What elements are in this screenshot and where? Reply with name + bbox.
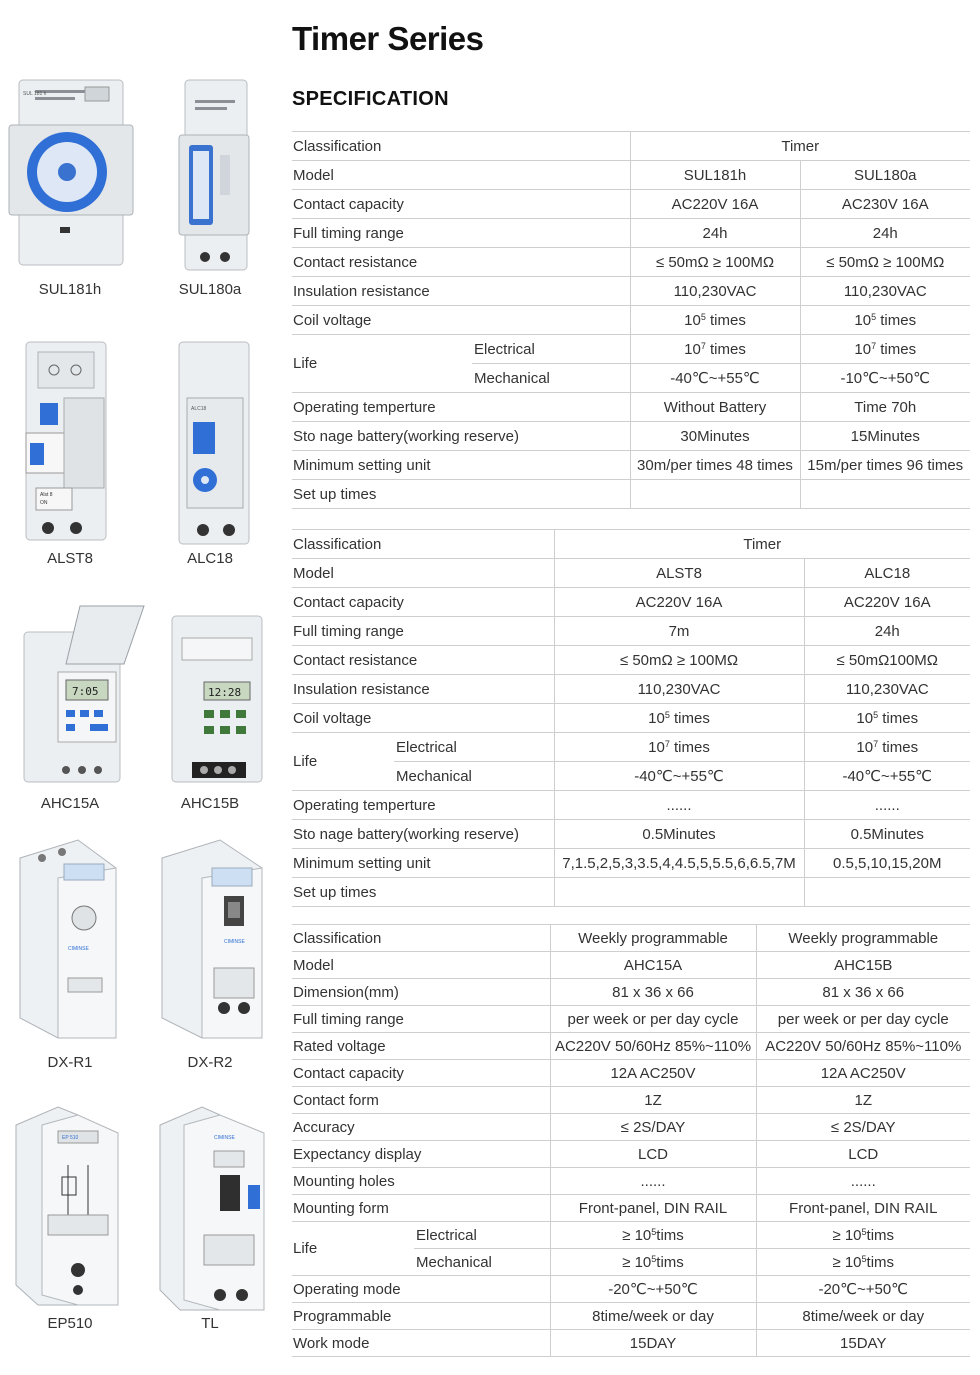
row-label: Sto nage battery(working reserve) [292, 820, 554, 849]
row-label: Mounting holes [292, 1168, 550, 1195]
sul181h-device-image [5, 75, 135, 270]
cell-value: Timer [630, 132, 970, 161]
product-name: SUL180a [178, 281, 242, 298]
cell-value: AC220V 16A [630, 190, 800, 219]
table-row [292, 733, 970, 762]
table-row [292, 451, 970, 480]
alst8-label: Alst 8 [40, 492, 53, 498]
cell-value: ...... [756, 1168, 970, 1195]
cell-value: AC230V 16A [800, 190, 970, 219]
cell-value: ≥ $10^5tims$ [756, 1222, 970, 1249]
cell-value: $10^5$ times [554, 704, 804, 733]
cell-value: LCD [756, 1141, 970, 1168]
alc18-brand: ALC18 [191, 406, 207, 412]
ahc15b-display: 12:28 [208, 686, 242, 699]
cell-value: 7,1.5,2,5,3,3.5,4,4.5,5,5.5,6,6.5,7M [554, 849, 804, 878]
row-label: Contact capacity [292, 588, 554, 617]
row-label: Operating temperture [292, 791, 554, 820]
row-label: Full timing range [292, 1006, 550, 1033]
table-row [292, 1330, 970, 1357]
cell-value: -40℃~+55℃ [554, 762, 804, 791]
table-row [292, 190, 970, 219]
cell-value: ALST8 [554, 559, 804, 588]
table-row [292, 1276, 970, 1303]
table-row [292, 480, 970, 509]
table-row [292, 1060, 970, 1087]
table-row [292, 306, 970, 335]
row-label: Model [292, 952, 550, 979]
product-name: AHC15B [180, 795, 240, 812]
cell-value: 7m [554, 617, 804, 646]
sul180a-device-image [175, 75, 255, 273]
cell-value: SUL181h [630, 161, 800, 190]
cell-value: Without Battery [630, 393, 800, 422]
cell-value: -20℃~+50℃ [550, 1276, 756, 1303]
row-label: Contact resistance [292, 248, 630, 277]
table-row [292, 791, 970, 820]
row-label: Operating mode [292, 1276, 550, 1303]
row-label: Set up times [292, 878, 554, 907]
cell-value: 24h [800, 219, 970, 248]
sub-label: Electrical [414, 1222, 550, 1249]
table-row [292, 422, 970, 451]
table-row [292, 277, 970, 306]
cell-value: ≤ 50mΩ ≥ 100MΩ [554, 646, 804, 675]
cell-value: ≥ $10^5tims$ [550, 1249, 756, 1276]
cell-value: 12A AC250V [550, 1060, 756, 1087]
cell-value: $10^7$ times [800, 335, 970, 364]
table-row [292, 878, 970, 907]
row-label: Classification [292, 530, 554, 559]
cell-value: 30Minutes [630, 422, 800, 451]
cell-value: $10^5$ times [630, 306, 800, 335]
table-row [292, 849, 970, 878]
dx-r2-device-image [154, 838, 269, 1043]
cell-value: 81 x 36 x 66 [550, 979, 756, 1006]
cell-value: 15DAY [550, 1330, 756, 1357]
row-label: Coil voltage [292, 306, 630, 335]
cell-value: AC220V 50/60Hz 85%~110% [550, 1033, 756, 1060]
table-row [292, 588, 970, 617]
cell-value: -20℃~+50℃ [756, 1276, 970, 1303]
row-label: Full timing range [292, 219, 630, 248]
cell-value: 1Z [550, 1087, 756, 1114]
table-row [292, 675, 970, 704]
cell-value: 0.5,5,10,15,20M [804, 849, 970, 878]
row-label: Classification [292, 925, 550, 952]
row-label: Coil voltage [292, 704, 554, 733]
cell-value: 15DAY [756, 1330, 970, 1357]
table-row [292, 704, 970, 733]
row-label: Expectancy display [292, 1141, 550, 1168]
table-row [292, 617, 970, 646]
table-row [292, 335, 970, 364]
product-name: EP510 [47, 1315, 93, 1332]
cell-value: per week or per day cycle [550, 1006, 756, 1033]
ahc15a-display: 7:05 [72, 685, 99, 698]
cell-value: 24h [630, 219, 800, 248]
row-label: Minimum setting unit [292, 451, 630, 480]
cell-value: ≥ $10^5tims$ [550, 1222, 756, 1249]
cell-value: per week or per day cycle [756, 1006, 970, 1033]
cell-value: ...... [554, 791, 804, 820]
cell-value: -40℃~+55℃ [804, 762, 970, 791]
row-label: Rated voltage [292, 1033, 550, 1060]
cell-value: 81 x 36 x 66 [756, 979, 970, 1006]
row-label: Model [292, 161, 630, 190]
page-title: Timer Series [292, 20, 484, 57]
cell-value [554, 878, 804, 907]
cell-value: $10^7$ times [554, 733, 804, 762]
cell-value: $10^5$ times [804, 704, 970, 733]
cell-value: $10^7$ times [804, 733, 970, 762]
cell-value: 1Z [756, 1087, 970, 1114]
row-label: Mounting form [292, 1195, 550, 1222]
spec-table-ahc [292, 924, 970, 1357]
row-label: Sto nage battery(working reserve) [292, 422, 630, 451]
cell-value: Timer [554, 530, 970, 559]
table-row [292, 1168, 970, 1195]
table-row [292, 161, 970, 190]
row-label: Contact capacity [292, 190, 630, 219]
cell-value: ≥ $10^5tims$ [756, 1249, 970, 1276]
cell-value: -10℃~+50℃ [800, 364, 970, 393]
ahc15b-device-image [168, 612, 268, 784]
table-row [292, 1303, 970, 1330]
cell-value: 24h [804, 617, 970, 646]
table-row [292, 979, 970, 1006]
cell-value: ≤ 50mΩ ≥ 100MΩ [800, 248, 970, 277]
row-label: Operating temperture [292, 393, 630, 422]
row-label: Life [292, 733, 394, 791]
row-label: Insulation resistance [292, 277, 630, 306]
row-label: Set up times [292, 480, 630, 509]
table-row [292, 820, 970, 849]
row-label: Accuracy [292, 1114, 550, 1141]
cell-value: 0.5Minutes [804, 820, 970, 849]
cell-value: Weekly programmable [756, 925, 970, 952]
dx-r2-brand: CIMINSE [224, 939, 245, 945]
row-label: Dimension(mm) [292, 979, 550, 1006]
cell-value: 110,230VAC [554, 675, 804, 704]
table-row [292, 1087, 970, 1114]
row-label: Minimum setting unit [292, 849, 554, 878]
dx-r1-device-image [8, 838, 123, 1043]
table-row [292, 1006, 970, 1033]
cell-value: AHC15A [550, 952, 756, 979]
cell-value: ...... [550, 1168, 756, 1195]
cell-value: ≤ 50mΩ ≥ 100MΩ [630, 248, 800, 277]
product-name: TL [201, 1315, 219, 1332]
sul181h-brand: SUL 181 h [23, 91, 47, 97]
cell-value: 8time/week or day [550, 1303, 756, 1330]
row-label: Classification [292, 132, 630, 161]
cell-value: Weekly programmable [550, 925, 756, 952]
tl-brand: CIMINSE [214, 1135, 235, 1141]
row-label: Insulation resistance [292, 675, 554, 704]
cell-value: 12A AC250V [756, 1060, 970, 1087]
product-name: AHC15A [40, 795, 100, 812]
cell-value: 15m/per times 96 times [800, 451, 970, 480]
cell-value: AHC15B [756, 952, 970, 979]
cell-value: LCD [550, 1141, 756, 1168]
row-label: Full timing range [292, 617, 554, 646]
product-name: SUL181h [38, 281, 102, 298]
cell-value: ALC18 [804, 559, 970, 588]
ahc15a-device-image [20, 602, 150, 784]
table-row [292, 1195, 970, 1222]
cell-value: 15Minutes [800, 422, 970, 451]
table-row [292, 1033, 970, 1060]
sub-label: Electrical [394, 733, 554, 762]
alst8-label2: ON [40, 500, 48, 506]
cell-value: 8time/week or day [756, 1303, 970, 1330]
cell-value: SUL180a [800, 161, 970, 190]
row-label: Work mode [292, 1330, 550, 1357]
table-row [292, 393, 970, 422]
cell-value: AC220V 16A [554, 588, 804, 617]
spec-table-alst [292, 529, 970, 907]
cell-value: AC220V 50/60Hz 85%~110% [756, 1033, 970, 1060]
table-row [292, 646, 970, 675]
product-name: ALST8 [47, 550, 93, 567]
cell-value: Front-panel, DIN RAIL [550, 1195, 756, 1222]
ep510-brand: EP 510 [62, 1135, 79, 1141]
spec-heading: SPECIFICATION [292, 88, 449, 110]
cell-value: ≤ 2S/DAY [756, 1114, 970, 1141]
cell-value [804, 878, 970, 907]
sub-label: Mechanical [394, 762, 554, 791]
table-row [292, 952, 970, 979]
product-name: DX-R2 [187, 1054, 233, 1071]
sub-label: Electrical [472, 335, 630, 364]
spec-table-sul [292, 131, 970, 509]
cell-value [630, 480, 800, 509]
cell-value [800, 480, 970, 509]
cell-value: ...... [804, 791, 970, 820]
tl-device-image [154, 1105, 269, 1315]
cell-value: 30m/per times 48 times [630, 451, 800, 480]
dx-r1-brand: CIMINSE [68, 946, 89, 952]
table-row [292, 132, 970, 161]
table-row [292, 1114, 970, 1141]
row-label: Life [292, 335, 472, 393]
cell-value: -40℃~+55℃ [630, 364, 800, 393]
sub-label: Mechanical [472, 364, 630, 393]
cell-value: 110,230VAC [630, 277, 800, 306]
ep510-device-image [8, 1105, 123, 1310]
table-row [292, 248, 970, 277]
row-label: Contact form [292, 1087, 550, 1114]
table-row [292, 559, 970, 588]
sub-label: Mechanical [414, 1249, 550, 1276]
cell-value: ≤ 50mΩ100MΩ [804, 646, 970, 675]
row-label: Model [292, 559, 554, 588]
product-name: DX-R1 [47, 1054, 93, 1071]
alst8-device-image [18, 338, 113, 543]
row-label: Contact capacity [292, 1060, 550, 1087]
table-row [292, 530, 970, 559]
table-row [292, 219, 970, 248]
table-row [292, 1141, 970, 1168]
cell-value: Front-panel, DIN RAIL [756, 1195, 970, 1222]
row-label: Life [292, 1222, 414, 1276]
row-label: Programmable [292, 1303, 550, 1330]
cell-value: 110,230VAC [804, 675, 970, 704]
cell-value: ≤ 2S/DAY [550, 1114, 756, 1141]
table-row [292, 762, 970, 791]
row-label: Contact resistance [292, 646, 554, 675]
cell-value: 110,230VAC [800, 277, 970, 306]
cell-value: 0.5Minutes [554, 820, 804, 849]
product-name: ALC18 [187, 550, 233, 567]
cell-value: Time 70h [800, 393, 970, 422]
table-row [292, 1222, 970, 1249]
cell-value: AC220V 16A [804, 588, 970, 617]
table-row [292, 925, 970, 952]
alc18-device-image [167, 338, 257, 548]
cell-value: $10^5$ times [800, 306, 970, 335]
cell-value: $10^7$ times [630, 335, 800, 364]
